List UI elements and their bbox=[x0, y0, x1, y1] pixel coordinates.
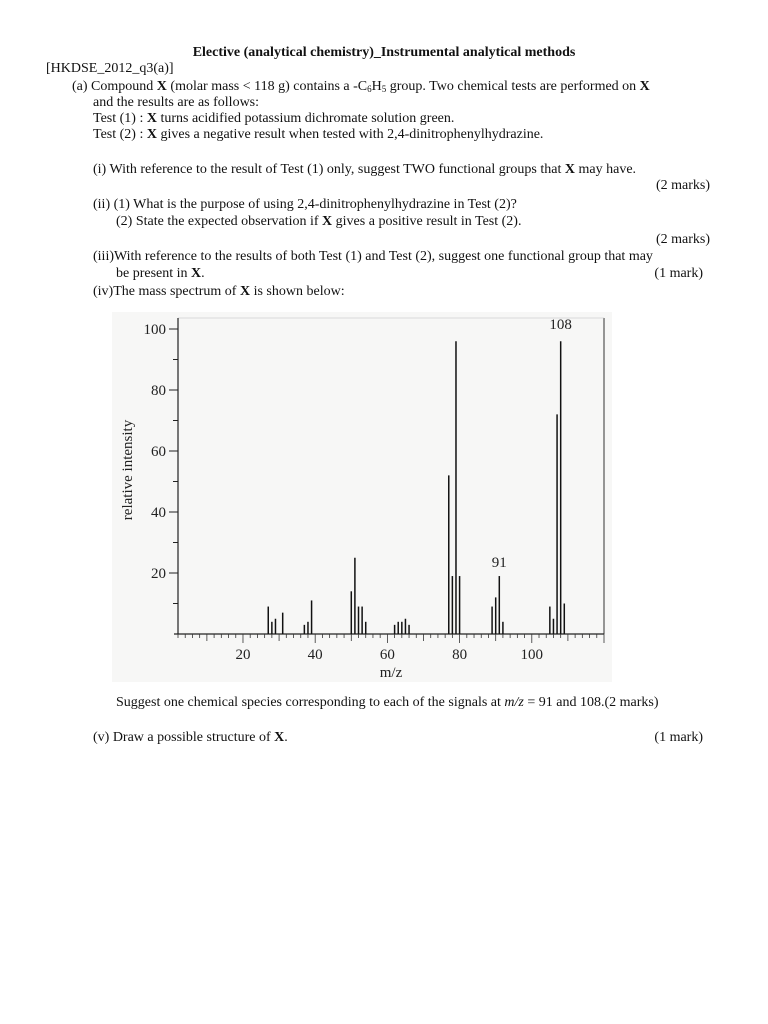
test-2-text: gives a negative result when tested with 2,4-dinitrophenylhydrazine. bbox=[160, 127, 544, 142]
y-axis-label: relative intensity bbox=[120, 419, 136, 521]
question-v bbox=[93, 730, 288, 746]
question-iv-b: is shown below: bbox=[253, 284, 345, 299]
period: . bbox=[284, 730, 288, 745]
intro-text-h: H bbox=[371, 79, 382, 94]
compound-symbol: X bbox=[274, 730, 285, 745]
question-iii-line-2-text: be present in bbox=[116, 266, 188, 281]
x-tick-label: 40 bbox=[307, 647, 323, 663]
y-tick-label: 20 bbox=[151, 566, 166, 582]
question-i bbox=[93, 162, 636, 178]
question-ii-1: (ii) (1) What is the purpose of using 2,4-dinitrophenylhydrazine in Test (2)? bbox=[93, 197, 517, 212]
y-tick-label: 80 bbox=[151, 383, 166, 399]
compound-symbol: X bbox=[146, 111, 157, 126]
question-iii-line-1: (iii)With reference to the results of both Test (1) and Test (2), suggest one functional group that may bbox=[93, 249, 653, 264]
question-v-text: (v) Draw a possible structure of bbox=[93, 730, 271, 745]
peak-label-108: 108 bbox=[549, 317, 572, 334]
peak-label-91: 91 bbox=[491, 555, 507, 571]
y-tick-label: 100 bbox=[143, 322, 166, 338]
x-axis-label: m/z bbox=[379, 665, 403, 681]
subscript-6: 6 bbox=[367, 84, 372, 94]
test-1-label: Test (1) : bbox=[93, 111, 144, 126]
compound-symbol: X bbox=[322, 214, 333, 229]
compound-symbol: X bbox=[156, 79, 167, 94]
intro-text-b: group. Two chemical tests are performed on bbox=[389, 79, 637, 94]
compound-word: Compound bbox=[91, 79, 154, 94]
question-iv-a: (iv)The mass spectrum of bbox=[93, 284, 237, 299]
marks-ii: (2 marks) bbox=[655, 232, 710, 247]
y-tick-label: 60 bbox=[151, 444, 166, 460]
question-reference: [HKDSE_2012_q3(a)] bbox=[46, 61, 174, 76]
test-2-label: Test (2) : bbox=[93, 127, 144, 142]
mass-spectrum-chart bbox=[112, 312, 612, 682]
compound-symbol: X bbox=[191, 266, 202, 281]
x-tick-label: 20 bbox=[235, 647, 251, 663]
question-iv bbox=[93, 284, 345, 300]
intro-line-2: and the results are as follows: bbox=[93, 95, 260, 110]
question-intro bbox=[72, 79, 650, 95]
marks-v: (1 mark) bbox=[654, 730, 703, 745]
x-tick-label: 80 bbox=[452, 647, 468, 663]
y-tick-label: 40 bbox=[151, 505, 166, 521]
question-i-tail: may have. bbox=[578, 162, 637, 177]
suggest-text-b: = 91 and 108.(2 marks) bbox=[527, 695, 659, 710]
question-ii-2-a: (2) State the expected observation if bbox=[116, 214, 319, 229]
intro-text-a: (molar mass < 118 g) contains a -C bbox=[170, 79, 368, 94]
compound-symbol: X bbox=[239, 284, 251, 299]
question-ii-2 bbox=[116, 214, 521, 230]
suggest-question bbox=[116, 695, 659, 711]
compound-symbol: X bbox=[564, 162, 575, 177]
subscript-5: 5 bbox=[381, 84, 387, 94]
marks-iii: (1 mark) bbox=[654, 266, 703, 281]
x-tick-label: 100 bbox=[520, 647, 544, 663]
question-i-text: (i) With reference to the result of Test (1) only, suggest TWO functional groups that bbox=[93, 162, 562, 177]
question-iii-line-2 bbox=[116, 266, 205, 282]
suggest-text-a: Suggest one chemical species corresponding to each of the signals at bbox=[116, 695, 501, 710]
period: . bbox=[201, 266, 205, 281]
test-1-text: turns acidified potassium dichromate solution green. bbox=[160, 111, 455, 126]
suggest-mz: m/z bbox=[504, 695, 524, 710]
test-2 bbox=[93, 127, 543, 143]
page-title: Elective (analytical chemistry)_Instrumental analytical methods bbox=[192, 45, 576, 60]
x-tick-label: 60 bbox=[379, 647, 395, 663]
compound-symbol: X bbox=[146, 127, 157, 142]
compound-symbol: X bbox=[639, 79, 650, 94]
part-label: (a) bbox=[72, 79, 88, 94]
question-ii-2-b: gives a positive result in Test (2). bbox=[335, 214, 522, 229]
test-1 bbox=[93, 111, 454, 127]
marks-i: (2 marks) bbox=[655, 178, 710, 193]
